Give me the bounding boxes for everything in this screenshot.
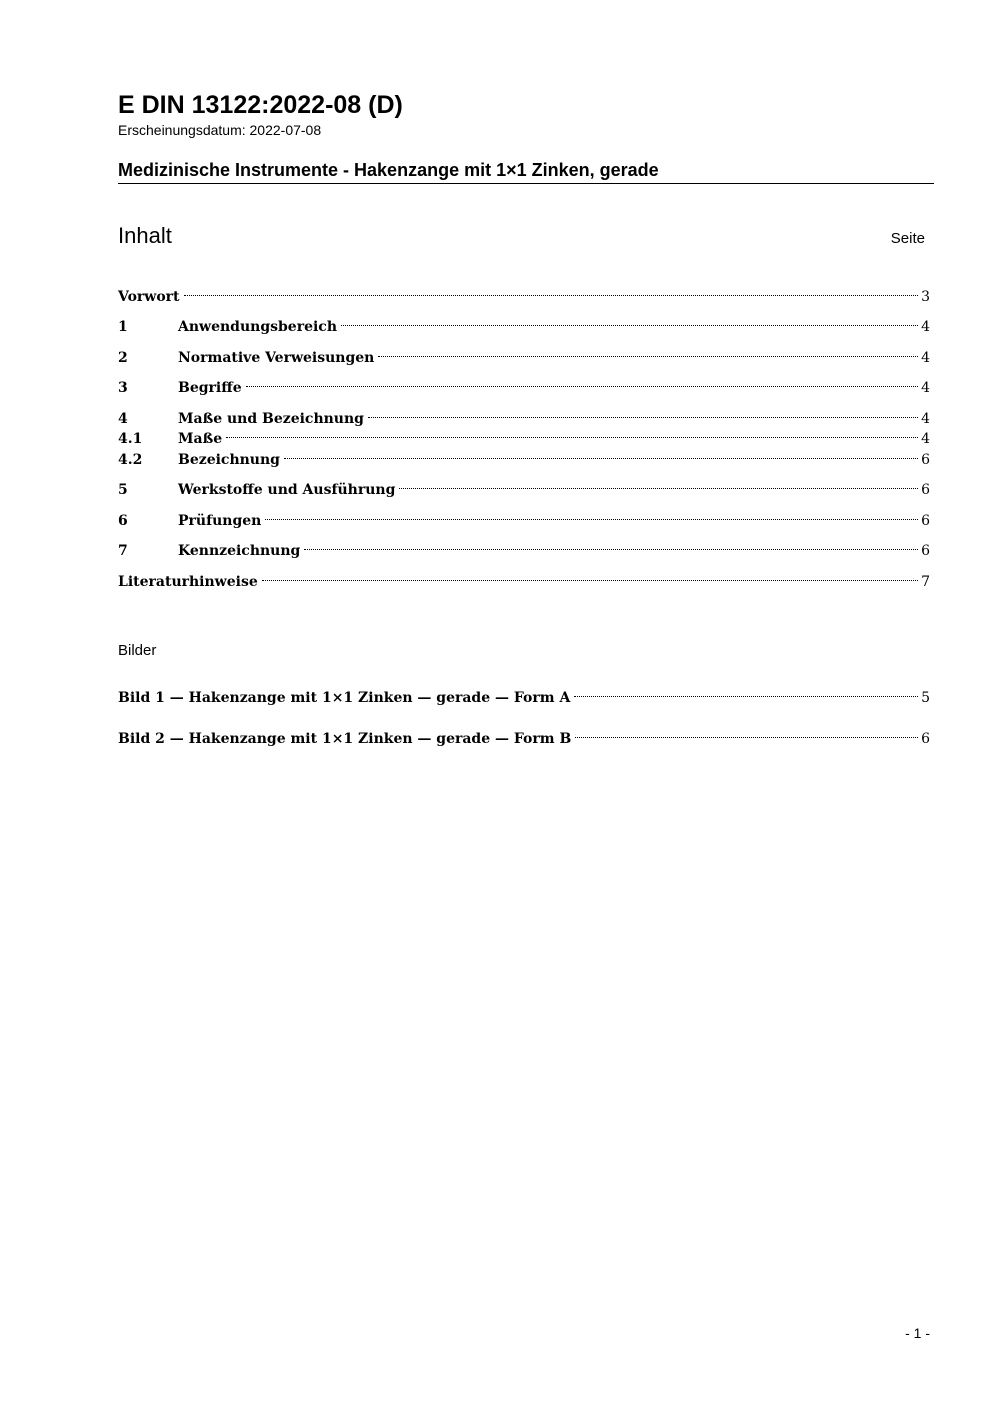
- toc-entry-3[interactable]: [118, 371, 930, 396]
- toc-entry-text: Maße: [178, 431, 223, 447]
- footer-page-number: - 1 -: [905, 1325, 930, 1341]
- toc-entry-number: 5: [118, 482, 128, 498]
- toc-leader: [368, 397, 918, 418]
- toc-entry-vorwort[interactable]: [118, 280, 930, 305]
- toc-entry-number: 3: [118, 380, 128, 396]
- toc-entry-1[interactable]: [118, 310, 930, 335]
- toc-entry-number: 4.2: [118, 452, 143, 468]
- toc-leader: [378, 336, 918, 357]
- toc-entry-4-2[interactable]: [118, 443, 930, 468]
- figure-entry-text: Bild 1 — Hakenzange mit 1×1 Zinken — gerade — Form A: [118, 690, 571, 706]
- toc-entry-number: 4.1: [118, 431, 143, 447]
- toc-leader: [304, 529, 918, 550]
- toc-leader: [226, 417, 918, 438]
- toc-page-column-heading: Seite: [890, 230, 925, 247]
- toc-entry-5[interactable]: [118, 473, 930, 498]
- toc-entry-number: 1: [118, 319, 128, 335]
- toc-entry-2[interactable]: [118, 341, 930, 366]
- toc-leader: [265, 499, 918, 520]
- toc-leader: [284, 438, 918, 459]
- toc-entry-text: Anwendungsbereich: [178, 319, 337, 335]
- toc-entry-number: 7: [118, 543, 128, 559]
- toc-entry-text: Begriffe: [178, 380, 242, 396]
- toc-leader: [574, 676, 918, 697]
- toc-entry-text: Vorwort: [118, 289, 180, 305]
- toc-entry-text: Bezeichnung: [178, 452, 280, 468]
- toc-entry-text: Literaturhinweise: [118, 574, 258, 590]
- figures-heading: Bilder: [118, 642, 157, 659]
- toc-heading: Inhalt: [118, 223, 172, 248]
- document-subtitle: Medizinische Instrumente - Hakenzange mit 1×1 Zinken, gerade: [118, 158, 934, 184]
- document-title: E DIN 13122:2022-08 (D): [118, 91, 403, 119]
- publication-date: Erscheinungsdatum: 2022-07-08: [118, 122, 322, 138]
- figure-entry-page: 5: [921, 690, 930, 706]
- toc-leader: [246, 366, 918, 387]
- toc-entry-page: 4: [921, 411, 930, 427]
- toc-entry-text: Werkstoffe und Ausführung: [178, 482, 396, 498]
- toc-entry-page: 4: [921, 431, 930, 447]
- toc-entry-text: Kennzeichnung: [178, 543, 301, 559]
- toc-entry-page: 4: [921, 319, 930, 335]
- toc-entry-page: 4: [921, 380, 930, 396]
- toc-entry-page: 7: [921, 574, 930, 590]
- figure-entry-text: Bild 2 — Hakenzange mit 1×1 Zinken — gerade — Form B: [118, 731, 572, 747]
- toc-entry-text: Maße und Bezeichnung: [178, 411, 364, 427]
- toc-entry-number: 2: [118, 350, 128, 366]
- toc-entry-number: 4: [118, 411, 128, 427]
- toc-entry-text: Prüfungen: [178, 513, 262, 529]
- toc-entry-text: Normative Verweisungen: [178, 350, 375, 366]
- toc-entry-number: 6: [118, 513, 128, 529]
- toc-entry-page: 6: [921, 482, 930, 498]
- toc-entry-page: 4: [921, 350, 930, 366]
- figure-entry-1[interactable]: [118, 681, 930, 706]
- toc-leader: [184, 275, 918, 296]
- toc-leader: [399, 468, 918, 489]
- toc-leader: [341, 305, 918, 326]
- figure-entry-page: 6: [921, 731, 930, 747]
- toc-entry-page: 6: [921, 452, 930, 468]
- toc-entry-literaturhinweise[interactable]: [118, 565, 930, 590]
- toc-entry-page: 6: [921, 513, 930, 529]
- figure-entry-2[interactable]: [118, 722, 930, 747]
- toc-entry-6[interactable]: [118, 504, 930, 529]
- toc-leader: [575, 717, 918, 738]
- toc-entry-page: 6: [921, 543, 930, 559]
- toc-entry-7[interactable]: [118, 534, 930, 559]
- toc-leader: [262, 560, 918, 581]
- toc-entry-page: 3: [921, 289, 930, 305]
